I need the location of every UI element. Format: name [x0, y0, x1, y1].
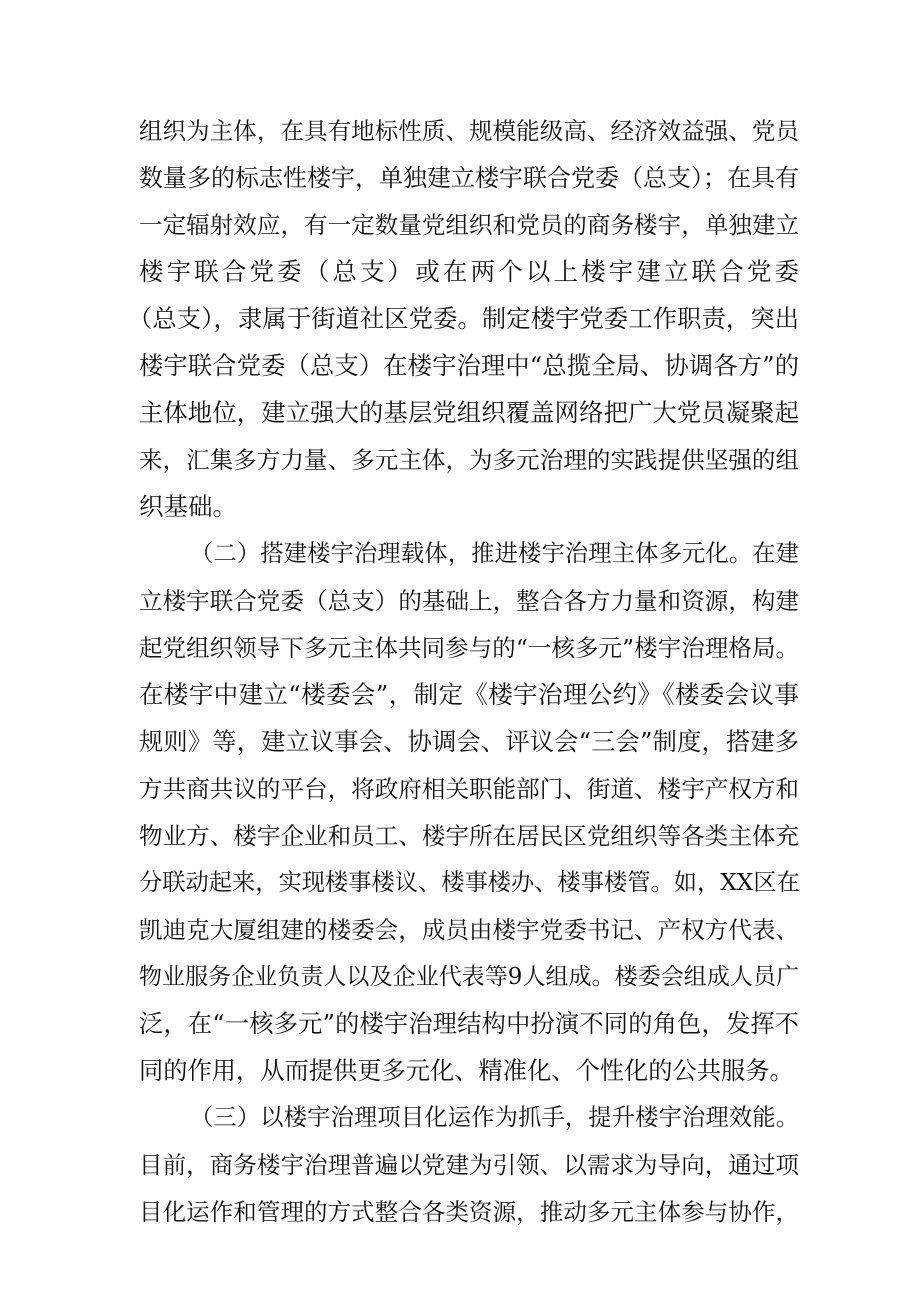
text-line: 规则》等，建立议事会、协调会、评议会“三会”制度，搭建多	[139, 727, 799, 756]
text-line: 一定辐射效应，有一定数量党组织和党员的商务楼宇，单独建立	[139, 211, 799, 239]
text-line: 物业方、楼宇企业和员工、楼宇所在居民区党组织等各类主体充	[139, 822, 799, 850]
text-line: 织基础。	[139, 492, 237, 521]
text-line: 主体地位，建立强大的基层党组织覆盖网络把广大党员凝聚起	[139, 398, 799, 427]
text-line: 楼宇联合党委（总支）在楼宇治理中“总揽全局、协调各方”的	[139, 351, 799, 380]
text-line: 组织为主体，在具有地标性质、规模能级高、经济效益强、党员	[139, 117, 799, 145]
text-line: 凯迪克大厦组建的楼委会，成员由楼宇党委书记、产权方代表、	[139, 916, 799, 944]
text-line: 分联动起来，实现楼事楼议、楼事楼办、楼事楼管。如，XX区在	[139, 869, 800, 896]
paragraph-heading-line: （三）以楼宇治理项目化运作为抓手，提升楼宇治理效能。	[190, 1104, 799, 1131]
text-line: 物业服务企业负责人以及企业代表等9人组成。楼委会组成人员广	[139, 964, 799, 990]
paragraph-heading-line: （二）搭建楼宇治理载体，推进楼宇治理主体多元化。在建	[190, 540, 799, 567]
text-line: 目前，商务楼宇治理普遍以党建为引领、以需求为导向，通过项	[139, 1151, 799, 1179]
text-line: （总支），隶属于街道社区党委。制定楼宇党委工作职责，突出	[128, 304, 799, 333]
text-line: 在楼宇中建立“楼委会”，制定《楼宇治理公约》《楼委会议事	[139, 680, 799, 709]
text-line: 楼宇联合党委（总支）或在两个以上楼宇建立联合党委	[139, 257, 799, 286]
text-line: 数量多的标志性楼宇，单独建立楼宇联合党委（总支）；在具有	[139, 164, 799, 192]
text-line: 方共商共议的平台，将政府相关职能部门、街道、楼宇产权方和	[139, 775, 799, 803]
text-line: 来，汇集多方力量、多元主体，为多元治理的实践提供坚强的组	[139, 446, 799, 474]
text-line: 同的作用，从而提供更多元化、精准化、个性化的公共服务。	[139, 1056, 794, 1085]
text-line: 立楼宇联合党委（总支）的基础上，整合各方力量和资源，构建	[139, 587, 799, 615]
text-line: 泛，在“一核多元”的楼宇治理结构中扮演不同的角色，发挥不	[139, 1009, 799, 1038]
text-line: 目化运作和管理的方式整合各类资源，推动多元主体参与协作，	[139, 1198, 799, 1226]
text-line: 起党组织领导下多元主体共同参与的“一核多元”楼宇治理格局。	[139, 634, 799, 662]
